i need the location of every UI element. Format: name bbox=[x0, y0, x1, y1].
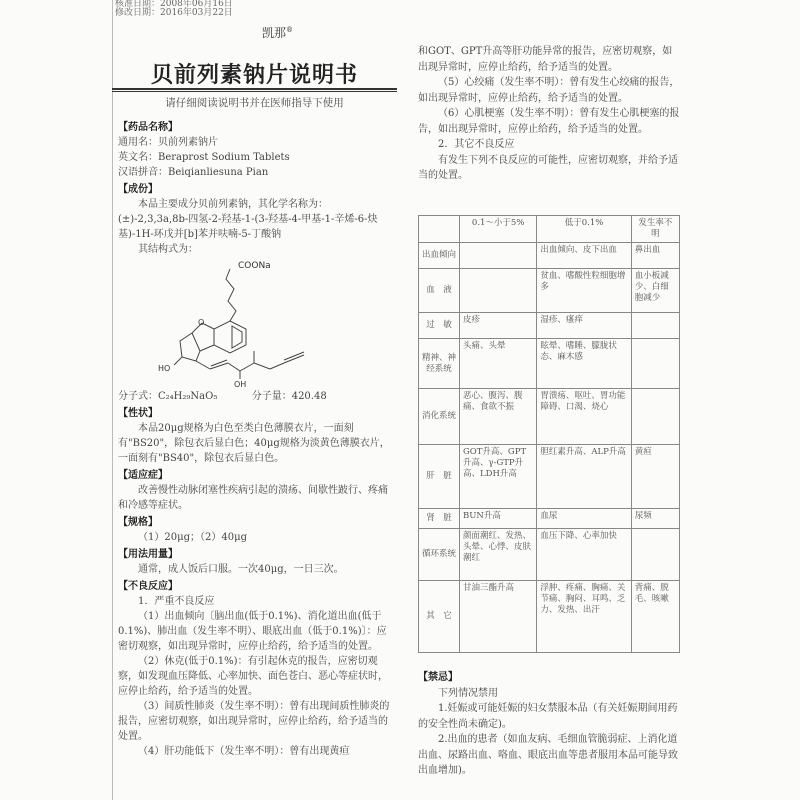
adverse-item-3: （3）间质性肺炎（发生率不明）：曾有出现间质性肺炎的报告，应密切观察，如出现异常时，应停止给药，给予适当的处置。 bbox=[118, 701, 390, 742]
table-row bbox=[419, 313, 680, 339]
table-row bbox=[419, 509, 680, 529]
table-cell: 皮疹 bbox=[460, 313, 537, 339]
table-row bbox=[419, 529, 680, 581]
table-header-cell bbox=[419, 216, 460, 243]
table-cell: 背痛、脱毛、咳嗽 bbox=[631, 581, 679, 653]
english-name: 英文名：Beraprost Sodium Tablets bbox=[118, 152, 290, 163]
table-body bbox=[419, 243, 680, 653]
approval-dates bbox=[115, 0, 233, 18]
table-cell: 甘油三酯升高 bbox=[460, 581, 537, 653]
indication-heading: 【适应症】 bbox=[118, 470, 168, 481]
table-row bbox=[419, 389, 680, 445]
table-row bbox=[419, 581, 680, 653]
table-cell bbox=[631, 313, 679, 339]
document-title: 贝前列素钠片说明书 bbox=[150, 62, 358, 88]
table-cell bbox=[460, 269, 537, 313]
adverse-item-6: （6）心肌梗塞（发生率不明）：曾有发生心肌梗塞的报告，如出现异常时，应停止给药，给予适当的处置。 bbox=[418, 108, 680, 135]
table-row bbox=[419, 339, 680, 389]
contraindications-heading: 【禁忌】 bbox=[418, 672, 458, 683]
contraindications-intro: 下列情况禁用 bbox=[438, 687, 498, 699]
usage-text: 通常，成人饭后口服。一次40μg，一日三次。 bbox=[138, 564, 344, 575]
table-category-cell: 肝 脏 bbox=[419, 445, 460, 509]
table-cell: 恶心、腹泻、腹痛、食欲不振 bbox=[460, 389, 537, 445]
table-cell: 胃溃疡、呕吐、胃功能障碍、口渴、烧心 bbox=[537, 389, 631, 445]
table-category-cell: 精神、神经系统 bbox=[419, 339, 460, 389]
table-cell: 贫血、嗜酸性粒细胞增多 bbox=[537, 269, 631, 313]
adverse-item-4-continued: 和GOT、GPT升高等肝功能异常的报告，应密切观察，如出现异常时，应停止给药，给予适当的处置。 bbox=[418, 46, 673, 73]
table-cell: 头痛、头晕 bbox=[460, 339, 537, 389]
oxygen-label: O bbox=[198, 318, 205, 327]
formula-row bbox=[118, 389, 390, 404]
contraindication-item-1: 1.妊娠或可能妊娠的妇女禁服本品（有关妊娠期间用药的安全性尚未确定)。 bbox=[418, 703, 678, 730]
brand-text: 凯那 bbox=[262, 26, 287, 40]
table-cell bbox=[631, 389, 679, 445]
pinyin-name: 汉语拼音：Beiqianliesuna Pian bbox=[118, 167, 269, 178]
title-rule bbox=[112, 88, 397, 90]
traits-text: 本品20μg规格为白色至类白色薄膜衣片，一面刻有"BS20"，除包衣后显白色；40μg规格为淡黄色薄膜衣片，一面刻有"BS40"，除包衣后显白色。 bbox=[118, 423, 390, 464]
table-cell: 黄疸 bbox=[631, 445, 679, 509]
table-cell: 颜面潮红、发热、头晕、心悸、皮肤潮红 bbox=[460, 529, 537, 581]
other-adverse-title: 2．其它不良反应 bbox=[438, 139, 515, 150]
structure-label: 其结构式为： bbox=[138, 244, 198, 255]
table-header-cell: 发生率不明 bbox=[631, 216, 679, 243]
generic-name: 通用名：贝前列素钠片 bbox=[118, 137, 218, 148]
table-cell bbox=[631, 339, 679, 389]
coona-label: COONa bbox=[238, 261, 271, 271]
serious-adverse-title: 1．严重不良反应 bbox=[138, 596, 215, 607]
table-category-cell: 循环系统 bbox=[419, 529, 460, 581]
table-cell: 尿频 bbox=[631, 509, 679, 529]
document-subtitle: 请仔细阅读说明书并在医师指导下使用 bbox=[165, 97, 344, 109]
right-column bbox=[418, 44, 680, 184]
drug-name-heading: 【药品名称】 bbox=[118, 122, 178, 133]
table-category-cell: 肾 脏 bbox=[419, 509, 460, 529]
table-cell bbox=[460, 243, 537, 269]
table-row bbox=[419, 269, 680, 313]
table-cell: 出血倾向、皮下出血 bbox=[537, 243, 631, 269]
adverse-heading: 【不良反应】 bbox=[118, 581, 178, 592]
contraindications-section bbox=[418, 668, 680, 779]
other-adverse-text: 有发生下列不良反应的可能性，应密切观察，并给予适当的处置。 bbox=[418, 154, 678, 181]
brand-name bbox=[262, 24, 293, 41]
contraindication-item-2: 2.出血的患者（如血友病、毛细血管脆弱症、上消化道出血、尿路出血、咯血、眼底出血等患者服用本品可能导致出血增加)。 bbox=[418, 734, 678, 776]
adverse-item-2: （2）休克(低于0.1%)：有引起休克的报告，应密切观察，如发现血压降低、心率加快、面色苍白、恶心等症状时，应停止给药，给予适当的处置。 bbox=[118, 656, 388, 697]
table-cell: 血尿 bbox=[537, 509, 631, 529]
table-category-cell: 消化系统 bbox=[419, 389, 460, 445]
structural-formula bbox=[118, 259, 390, 389]
left-margin-rule bbox=[112, 0, 113, 800]
table-cell: 湿疹、瘙痒 bbox=[537, 313, 631, 339]
table-category-cell: 过 敏 bbox=[419, 313, 460, 339]
table-cell: 胆红素升高、ALP升高 bbox=[537, 445, 631, 509]
adverse-item-5: （5）心绞痛（发生率不明）：曾有发生心绞痛的报告，如出现异常时，应停止给药，给予适当的处置。 bbox=[418, 77, 680, 104]
composition-heading: 【成份】 bbox=[118, 184, 158, 195]
left-column bbox=[118, 118, 390, 759]
chemical-name: 本品主要成分贝前列素钠，其化学名称为：(±)-2,3,3a,8b-四氢-2-羟基-1-(3-羟基-4-甲基-1-辛烯-6-炔基)-1H-环戊并[b]苯并呋喃-5-丁酸钠 bbox=[118, 199, 378, 240]
indication-text: 改善慢性动脉闭塞性疾病引起的溃疡、间歇性跛行、疼痛和冷感等症状。 bbox=[118, 485, 388, 511]
table-header-row bbox=[419, 216, 680, 243]
usage-heading: 【用法用量】 bbox=[118, 549, 178, 560]
table-cell: BUN升高 bbox=[460, 509, 537, 529]
revision-date: 修改日期：2016年03月22日 bbox=[115, 8, 233, 18]
table-header-cell: 低于0.1% bbox=[537, 216, 631, 243]
table-cell: 浮肿、疼痛、胸痛、关节痛、胸闷、耳鸣、乏力、发热、出汗 bbox=[537, 581, 631, 653]
spec-heading: 【规格】 bbox=[118, 517, 158, 528]
traits-heading: 【性状】 bbox=[118, 408, 158, 419]
table-row bbox=[419, 445, 680, 509]
molecular-weight: 分子量：420.48 bbox=[251, 391, 327, 402]
title-rule-thin bbox=[112, 91, 397, 92]
hydroxyl-label-2: OH bbox=[234, 380, 247, 389]
table-category-cell: 其 它 bbox=[419, 581, 460, 653]
table-header-cell: 0.1～小于5% bbox=[460, 216, 537, 243]
table-cell: GOT升高、GPT升高、γ-GTP升高、LDH升高 bbox=[460, 445, 537, 509]
table-cell bbox=[631, 529, 679, 581]
table-row bbox=[419, 243, 680, 269]
approval-date: 核准日期：2008年06月16日 bbox=[115, 0, 233, 9]
table-cell: 眩晕、嗜睡、朦胧状态、麻木感 bbox=[537, 339, 631, 389]
molecular-formula: 分子式：C₂₄H₂₉NaO₅ bbox=[118, 391, 218, 402]
table-cell: 血小板减少、白细胞减少 bbox=[631, 269, 679, 313]
table-category-cell: 血 液 bbox=[419, 269, 460, 313]
adverse-reactions-table bbox=[418, 215, 680, 653]
registered-mark: ® bbox=[286, 26, 294, 34]
table-cell: 鼻出血 bbox=[631, 243, 679, 269]
structure-diagram bbox=[118, 259, 390, 389]
table-cell: 血压下降、心率加快 bbox=[537, 529, 631, 581]
adverse-item-4: （4）肝功能低下（发生率不明）：曾有出现黄疸 bbox=[138, 746, 350, 757]
spec-text: （1）20μg；（2）40μg bbox=[138, 532, 247, 543]
table-category-cell: 出血倾向 bbox=[419, 243, 460, 269]
hydroxyl-label-1: HO bbox=[158, 364, 171, 373]
adverse-item-1: （1）出血倾向〔脑出血(低于0.1%)、消化道出血(低于0.1%)、肺出血（发生率不明）、眼底出血（低于0.1%)〕：应密切观察，如出现异常时，应停止给药，给予适当的处置。 bbox=[118, 611, 387, 652]
